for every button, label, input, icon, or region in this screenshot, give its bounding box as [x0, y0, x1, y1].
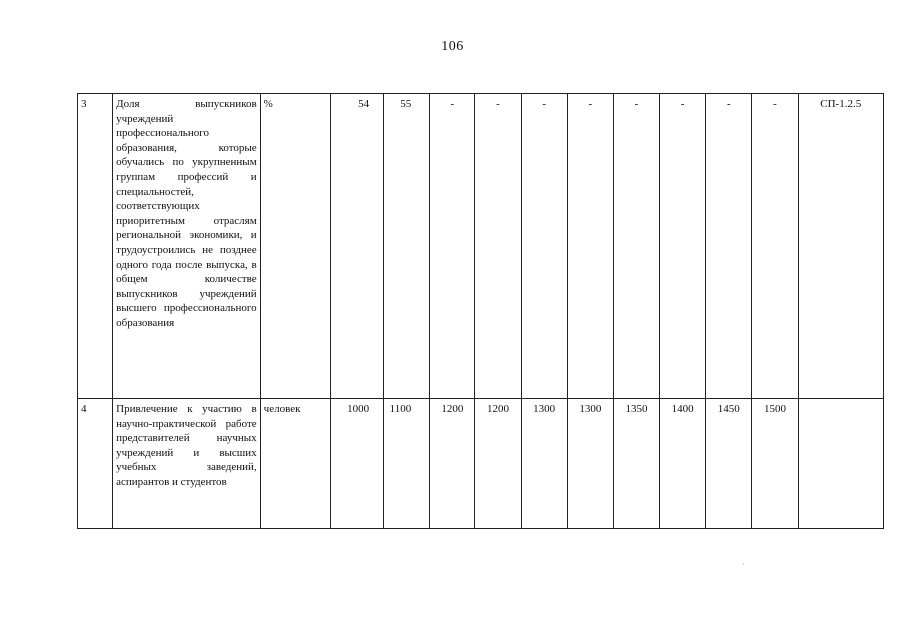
- value-cell: 1300: [567, 399, 613, 529]
- value-cell: 1200: [475, 399, 521, 529]
- row-number: 4: [78, 399, 113, 529]
- value-cell: -: [660, 94, 706, 399]
- indicators-table: [77, 93, 884, 529]
- reference-code: [798, 399, 883, 529]
- value-cell: 1400: [660, 399, 706, 529]
- value-cell: -: [706, 94, 752, 399]
- value-cell: 1450: [706, 399, 752, 529]
- table-row: [78, 399, 884, 529]
- value-cell: 1000: [330, 399, 383, 529]
- value-cell: 1350: [613, 399, 659, 529]
- value-cell: -: [475, 94, 521, 399]
- value-cell: -: [567, 94, 613, 399]
- value-cell: -: [521, 94, 567, 399]
- indicator-description: Доля выпускников учреждений профессионального образования, которые обучались по укрупненным группам профессий и специальностей, соответствующих приоритетным отраслям региональной экономики, и трудоустроились не позднее одного года после выпуска, в общем количестве выпускников учреждений высшего профессионального образования: [113, 94, 261, 399]
- value-cell: 55: [384, 94, 430, 399]
- value-cell: 1100: [384, 399, 430, 529]
- row-number: 3: [78, 94, 113, 399]
- value-cell: -: [752, 94, 798, 399]
- unit-of-measure: человек: [260, 399, 330, 529]
- value-cell: -: [430, 94, 475, 399]
- page-number: 106: [441, 39, 464, 54]
- value-cell: -: [613, 94, 659, 399]
- value-cell: 1300: [521, 399, 567, 529]
- reference-code: СП-1.2.5: [798, 94, 883, 399]
- value-cell: 54: [330, 94, 383, 399]
- value-cell: 1500: [752, 399, 798, 529]
- unit-of-measure: %: [260, 94, 330, 399]
- scan-artifact: ·: [742, 560, 745, 569]
- value-cell: 1200: [430, 399, 475, 529]
- table-row: [78, 94, 884, 399]
- indicator-description: Привлечение к участию в научно-практической работе представителей научных учреждений и высших учебных заведений, аспирантов и студентов: [113, 399, 261, 529]
